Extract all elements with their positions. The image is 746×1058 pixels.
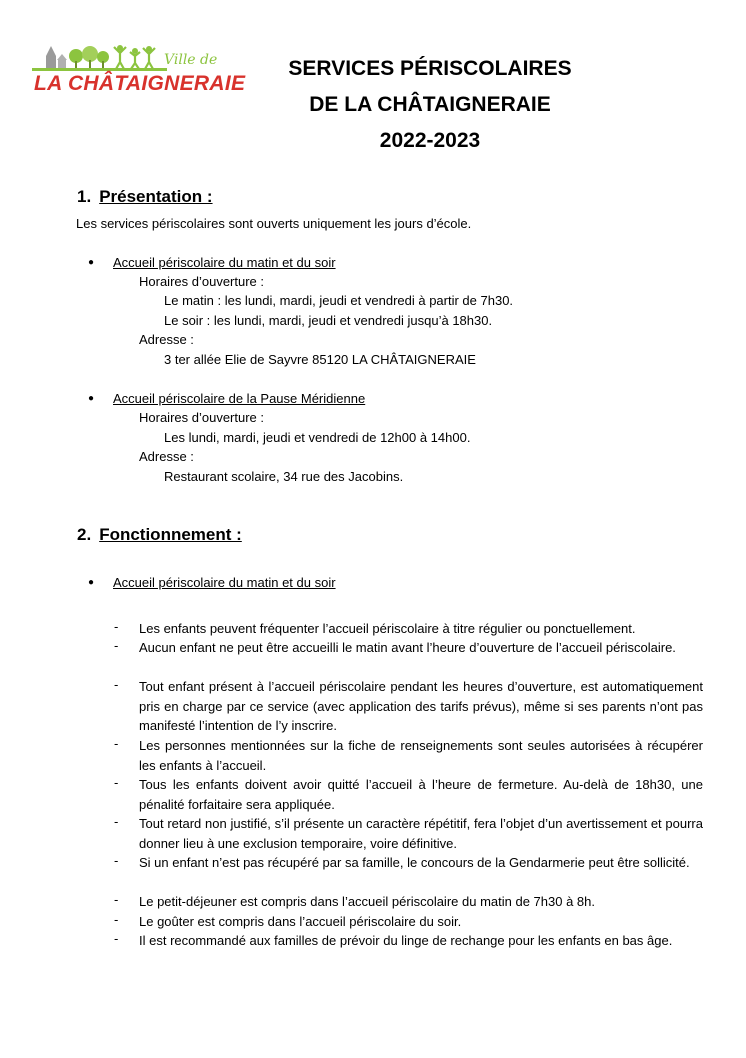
list-dash: - — [114, 814, 119, 829]
horaires-label: Horaires d’ouverture : — [139, 410, 264, 425]
list-dash: - — [114, 853, 119, 868]
list-dash: - — [114, 619, 119, 634]
list-item: Tout enfant présent à l’accueil périscolaire pendant les heures d’ouverture, est automatiquement pris en charge par ce service (avec application des tarifs prévus), même si ses parents n’ont pas manifesté l’intention de l’y inscrire. — [139, 679, 703, 733]
list-item: Le petit-déjeuner est compris dans l’accueil périscolaire du matin de 7h30 à 8h. — [139, 894, 595, 909]
document-title-year: 2022-2023 — [379, 129, 481, 152]
section-title: Présentation : — [99, 187, 213, 206]
list-item: Il est recommandé aux familles de prévoir du linge de rechange pour les enfants en bas âge. — [139, 933, 673, 948]
section-number: 1. — [77, 187, 92, 206]
list-item: Le goûter est compris dans l’accueil périscolaire du soir. — [139, 914, 462, 929]
bullet-icon: ● — [88, 257, 95, 268]
section-heading-presentation — [77, 187, 213, 207]
town-logo — [32, 42, 246, 102]
list-dash: - — [114, 736, 119, 751]
list-item: Les enfants peuvent fréquenter l’accueil périscolaire à titre régulier ou ponctuellement. — [139, 621, 636, 636]
document-title-line2: DE LA CHÂTAIGNERAIE — [309, 93, 551, 116]
subheading-fonctionnement: Accueil périscolaire du matin et du soir — [113, 575, 336, 590]
presentation-intro: Les services périscolaires sont ouverts uniquement les jours d’école. — [76, 216, 472, 231]
bullet-icon: ● — [88, 393, 95, 404]
horaires-matin: Le matin : les lundi, mardi, jeudi et vendredi à partir de 7h30. — [164, 293, 514, 308]
logo-prefix: Ville de — [164, 52, 218, 68]
subheading-matin-soir: Accueil périscolaire du matin et du soir — [113, 255, 336, 270]
village-silhouette-icon — [32, 42, 167, 76]
list-item: Si un enfant n’est pas récupéré par sa famille, le concours de la Gendarmerie peut être sollicité. — [139, 855, 690, 870]
list-item: Tous les enfants doivent avoir quitté l’accueil à l’heure de fermeture. Au-delà de 18h30, une pénalité forfaitaire sera appliquée. — [139, 777, 703, 812]
subheading-pause-meridienne: Accueil périscolaire de la Pause Méridienne — [113, 391, 366, 406]
horaires-soir: Le soir : les lundi, mardi, jeudi et vendredi jusqu’à 18h30. — [164, 313, 493, 328]
section-number: 2. — [77, 525, 92, 544]
list-dash: - — [114, 912, 119, 927]
section-title: Fonctionnement : — [99, 525, 242, 544]
adresse-label: Adresse : — [139, 332, 194, 347]
section-heading-fonctionnement — [77, 525, 242, 545]
list-item: Tout retard non justifié, s’il présente un caractère répétitif, fera l’objet d’un avertissement et pourra donner lieu à une exclusion temporaire, voire définitive. — [139, 816, 703, 851]
list-item: Aucun enfant ne peut être accueilli le matin avant l’heure d’ouverture de l’accueil périscolaire. — [139, 640, 676, 655]
bullet-icon: ● — [88, 577, 95, 588]
list-dash: - — [114, 892, 119, 907]
logo-name: LA CHÂTAIGNERAIE — [34, 72, 246, 95]
list-dash: - — [114, 775, 119, 790]
horaires-pause: Les lundi, mardi, jeudi et vendredi de 12h00 à 14h00. — [164, 430, 471, 445]
horaires-label: Horaires d’ouverture : — [139, 274, 264, 289]
adresse-matin-soir: 3 ter allée Elie de Sayvre 85120 LA CHÂTAIGNERAIE — [164, 352, 476, 367]
document-title-line1: SERVICES PÉRISCOLAIRES — [288, 57, 572, 80]
list-dash: - — [114, 677, 119, 692]
list-dash: - — [114, 931, 119, 946]
adresse-pause: Restaurant scolaire, 34 rue des Jacobins. — [164, 469, 404, 484]
list-dash: - — [114, 638, 119, 653]
list-item: Les personnes mentionnées sur la fiche de renseignements sont seules autorisées à récupérer les enfants à l’accueil. — [139, 738, 703, 773]
adresse-label: Adresse : — [139, 449, 194, 464]
